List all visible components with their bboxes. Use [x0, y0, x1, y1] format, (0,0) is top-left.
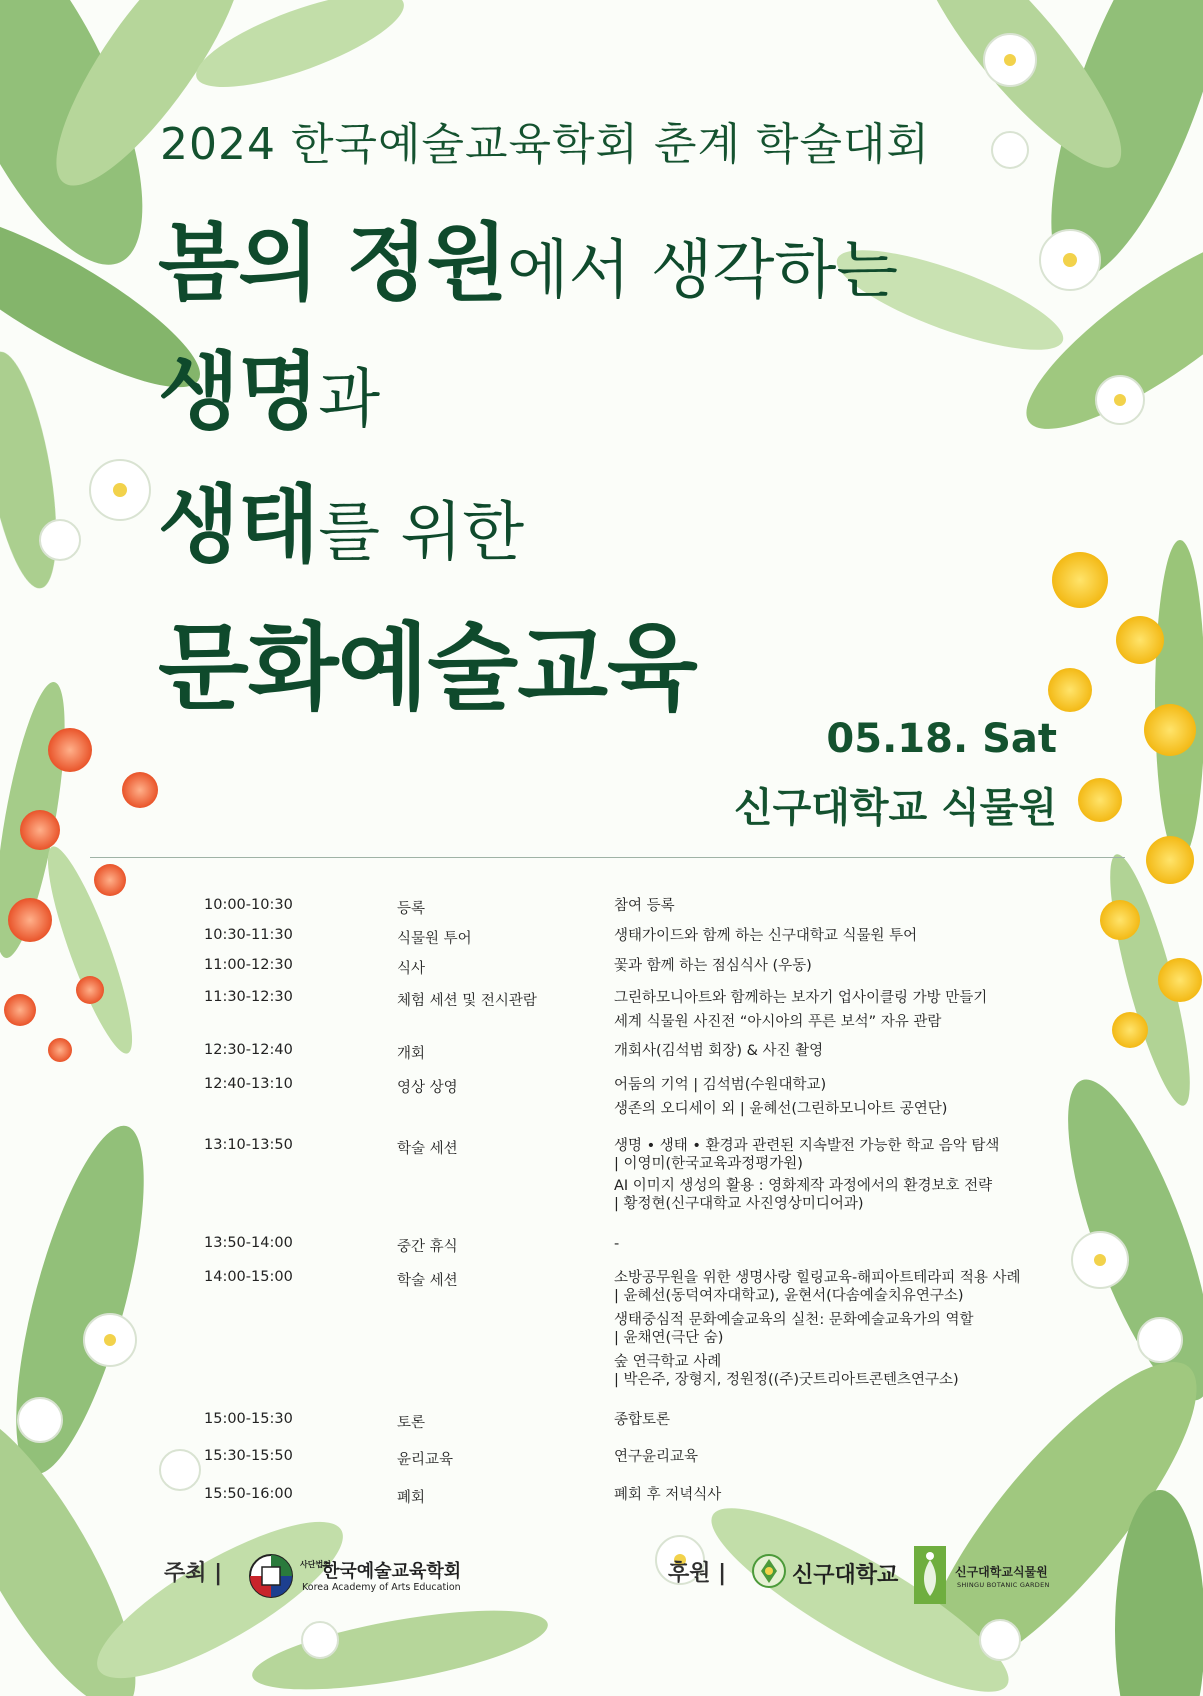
schedule-category: 개회 [397, 1046, 426, 1062]
schedule-detail: 생명 • 생태 • 환경과 관련된 지속발전 가능한 학교 음악 탐색 [614, 1138, 1000, 1154]
schedule-category: 학술 세션 [397, 1141, 458, 1157]
schedule-time: 15:50-16:00 [204, 1486, 293, 1502]
schedule-detail: 생존의 오디세이 외 | 윤혜선(그린하모니아트 공연단) [614, 1101, 948, 1117]
schedule-category: 식사 [397, 961, 426, 977]
headline-line-4 [158, 592, 697, 727]
schedule-time: 15:00-15:30 [204, 1411, 293, 1427]
schedule-time: 15:30-15:50 [204, 1448, 293, 1464]
headline-line-1 [158, 196, 898, 317]
schedule-detail: 생태가이드와 함께 하는 신구대학교 식물원 투어 [614, 928, 918, 944]
schedule-detail: | 윤혜선(동덕여자대학교), 윤현서(다솜예술치유연구소) [614, 1288, 964, 1304]
host-label: 주최 | [164, 1561, 223, 1586]
schedule-detail: | 박은주, 장형지, 정원정((주)굿트리아트콘텐츠연구소) [614, 1372, 959, 1388]
schedule-detail: 개회사(김석범 회장) & 사진 촬영 [614, 1043, 824, 1059]
conference-title: 2024 한국예술교육학회 춘계 학술대회 [160, 119, 930, 170]
schedule-detail: 숲 연극학교 사례 [614, 1354, 722, 1370]
sponsor-label: 후원 | [668, 1561, 727, 1586]
schedule-detail: 어둠의 기억 | 김석범(수원대학교) [614, 1077, 827, 1093]
headline-bold: 봄의 정원 [158, 214, 507, 312]
host-name-en: Korea Academy of Arts Education [302, 1582, 461, 1593]
schedule-time: 11:00-12:30 [204, 957, 293, 973]
schedule-detail: 연구윤리교육 [614, 1449, 699, 1465]
schedule-category: 체험 세션 및 전시관람 [397, 993, 537, 1009]
sponsor-2-en: SHINGU BOTANIC GARDEN [957, 1581, 1050, 1589]
schedule-time: 13:50-14:00 [204, 1235, 293, 1251]
host-prefix: 사단법인 [300, 1560, 331, 1569]
schedule-detail: 폐회 후 저녁식사 [614, 1487, 722, 1503]
schedule-detail: 생태중심적 문화예술교육의 실천: 문화예술교육가의 역할 [614, 1312, 974, 1328]
headline-bold: 생명 [158, 343, 319, 441]
event-venue: 신구대학교 식물원 [733, 785, 1057, 831]
schedule-detail: 세계 식물원 사진전 “아시아의 푸른 보석” 자유 관람 [614, 1014, 942, 1030]
host-name: 한국예술교육학회 [322, 1561, 462, 1582]
schedule-detail: | 윤채연(극단 숨) [614, 1330, 724, 1346]
schedule-category: 등록 [397, 901, 426, 917]
schedule-detail: AI 이미지 생성의 활용 : 영화제작 과정에서의 환경보호 전략 [614, 1178, 993, 1194]
schedule-detail: 참여 등록 [614, 898, 675, 914]
schedule-detail: 꽃과 함께 하는 점심식사 (우동) [614, 958, 812, 974]
schedule-detail: | 이영미(한국교육과정평가원) [614, 1156, 803, 1172]
schedule-time: 13:10-13:50 [204, 1137, 293, 1153]
schedule-detail: 그린하모니아트와 함께하는 보자기 업사이클링 가방 만들기 [614, 990, 988, 1006]
schedule-time: 12:40-13:10 [204, 1076, 293, 1092]
schedule-detail: | 황정현(신구대학교 사진영상미디어과) [614, 1196, 864, 1212]
headline-line-3 [158, 458, 524, 579]
headline-text: 과 [318, 363, 381, 437]
schedule-category: 중간 휴식 [397, 1239, 458, 1255]
headline-text: 에서 생각하는 [506, 234, 899, 308]
sponsor-2: 신구대학교식물원 [955, 1565, 1048, 1579]
schedule-category: 윤리교육 [397, 1452, 454, 1468]
event-date: 05.18. Sat [826, 716, 1057, 762]
divider [90, 857, 1125, 858]
schedule-time: 14:00-15:00 [204, 1269, 293, 1285]
headline-text: 를 위한 [318, 496, 525, 570]
headline-line-2 [158, 325, 380, 446]
schedule-time: 10:30-11:30 [204, 927, 293, 943]
schedule-category: 폐회 [397, 1490, 426, 1506]
schedule-category: 토론 [397, 1415, 426, 1431]
schedule-detail: 종합토론 [614, 1412, 671, 1428]
schedule-time: 12:30-12:40 [204, 1042, 293, 1058]
shingu-university-logo-icon [751, 1553, 787, 1589]
sponsor-1: 신구대학교 [792, 1563, 899, 1588]
schedule-time: 11:30-12:30 [204, 989, 293, 1005]
schedule-detail: - [614, 1236, 620, 1252]
schedule-time: 10:00-10:30 [204, 897, 293, 913]
headline-bold: 생태 [158, 476, 319, 574]
schedule-category: 학술 세션 [397, 1273, 458, 1289]
schedule-category: 식물원 투어 [397, 931, 472, 947]
schedule-category: 영상 상영 [397, 1080, 458, 1096]
schedule-detail: 소방공무원을 위한 생명사랑 힐링교육-해피아트테라피 적용 사례 [614, 1270, 1021, 1286]
kaae-logo-icon [248, 1553, 294, 1599]
botanic-garden-logo-icon [914, 1546, 946, 1604]
headline-bold: 문화예술교육 [158, 614, 697, 723]
